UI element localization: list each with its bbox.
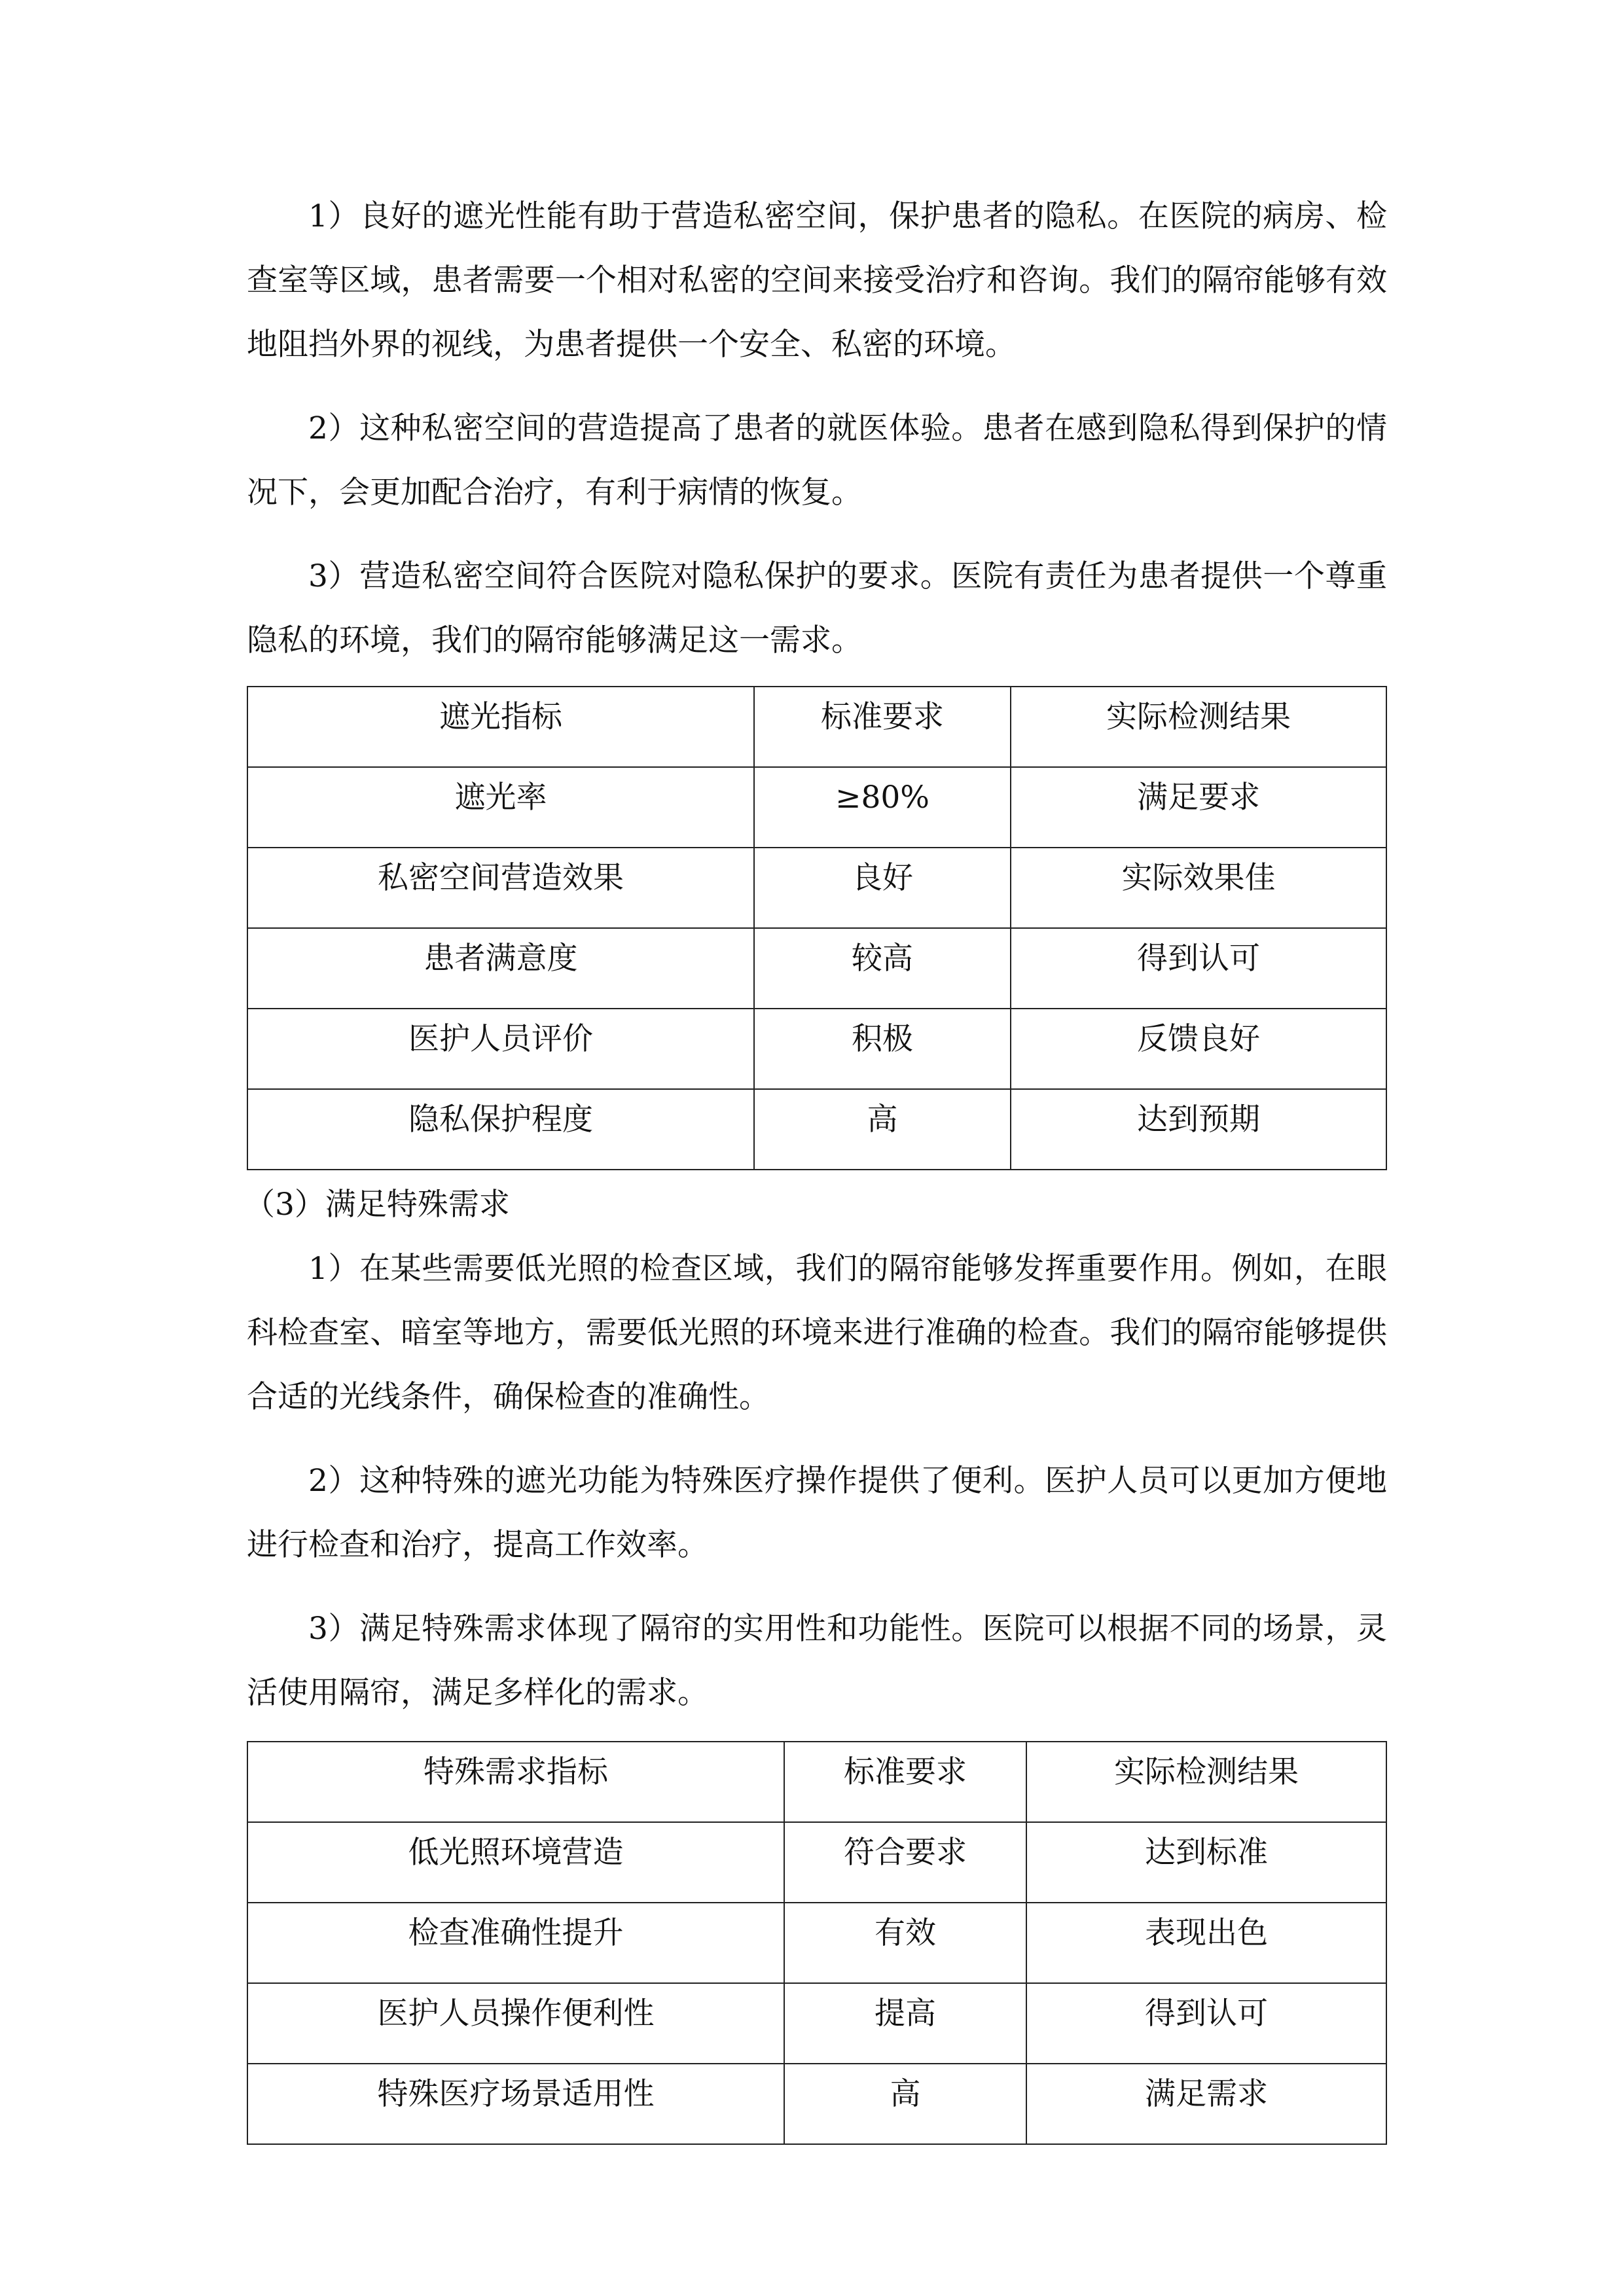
table-header-cell: 实际检测结果 [1026,1742,1386,1822]
table-cell: 高 [754,1089,1011,1170]
paragraph-privacy-2: 2）这种私密空间的营造提高了患者的就医体验。患者在感到隐私得到保护的情况下，会更加配合治疗，有利于病情的恢复。 [247,410,1387,511]
table-cell: ≥80% [754,767,1011,848]
table-cell: 医护人员操作便利性 [247,1983,784,2064]
table-row [247,1983,1386,2064]
paragraph-privacy-3: 3）营造私密空间符合医院对隐私保护的要求。医院有责任为患者提供一个尊重隐私的环境，我们的隔帘能够满足这一需求。 [247,558,1387,658]
table-cell: 得到认可 [1011,928,1386,1009]
table-header-row [247,687,1386,767]
table-cell: 积极 [754,1009,1011,1089]
table-row [247,1822,1386,1903]
table-cell: 满足要求 [1011,767,1386,848]
table-row [247,767,1386,848]
table-cell: 良好 [754,848,1011,928]
table-cell: 实际效果佳 [1011,848,1386,928]
paragraph-privacy-1: 1）良好的遮光性能有助于营造私密空间，保护患者的隐私。在医院的病房、检查室等区域，患者需要一个相对私密的空间来接受治疗和咨询。我们的隔帘能够有效地阻挡外界的视线，为患者提供一个安全、私密的环境。 [247,198,1387,363]
table-cell: 低光照环境营造 [247,1822,784,1903]
table-cell: 医护人员评价 [247,1009,754,1089]
table-cell: 隐私保护程度 [247,1089,754,1170]
table-cell: 有效 [784,1903,1026,1983]
paragraph-special-3: 3）满足特殊需求体现了隔帘的实用性和功能性。医院可以根据不同的场景，灵活使用隔帘，满足多样化的需求。 [247,1611,1387,1711]
table-cell: 达到标准 [1026,1822,1386,1903]
table-cell: 特殊医疗场景适用性 [247,2064,784,2144]
table-cell: 检查准确性提升 [247,1903,784,1983]
table-row [247,1009,1386,1089]
table-row [247,928,1386,1009]
table-cell: 反馈良好 [1011,1009,1386,1089]
special-needs-table [247,1741,1387,2145]
table-cell: 患者满意度 [247,928,754,1009]
table-row [247,848,1386,928]
table-header-row [247,1742,1386,1822]
section-heading-special-needs: （3）满足特殊需求 [244,1187,510,1223]
table-cell: 得到认可 [1026,1983,1386,2064]
table-header-cell: 特殊需求指标 [247,1742,784,1822]
table-cell: 遮光率 [247,767,754,848]
table-header-cell: 遮光指标 [247,687,754,767]
table-cell: 达到预期 [1011,1089,1386,1170]
table-cell: 符合要求 [784,1822,1026,1903]
paragraph-special-1: 1）在某些需要低光照的检查区域，我们的隔帘能够发挥重要作用。例如，在眼科检查室、暗室等地方，需要低光照的环境来进行准确的检查。我们的隔帘能够提供合适的光线条件，确保检查的准确性。 [247,1251,1387,1415]
shading-indicator-table [247,686,1387,1170]
table-row [247,1089,1386,1170]
table-cell: 满足需求 [1026,2064,1386,2144]
table-cell: 高 [784,2064,1026,2144]
table-cell: 表现出色 [1026,1903,1386,1983]
table-row [247,2064,1386,2144]
table-cell: 私密空间营造效果 [247,848,754,928]
document-page [244,185,1387,2145]
table-header-cell: 标准要求 [754,687,1011,767]
table-header-cell: 标准要求 [784,1742,1026,1822]
table-cell: 提高 [784,1983,1026,2064]
table-cell: 较高 [754,928,1011,1009]
table-row [247,1903,1386,1983]
paragraph-special-2: 2）这种特殊的遮光功能为特殊医疗操作提供了便利。医护人员可以更加方便地进行检查和治疗，提高工作效率。 [247,1463,1387,1563]
table-header-cell: 实际检测结果 [1011,687,1386,767]
